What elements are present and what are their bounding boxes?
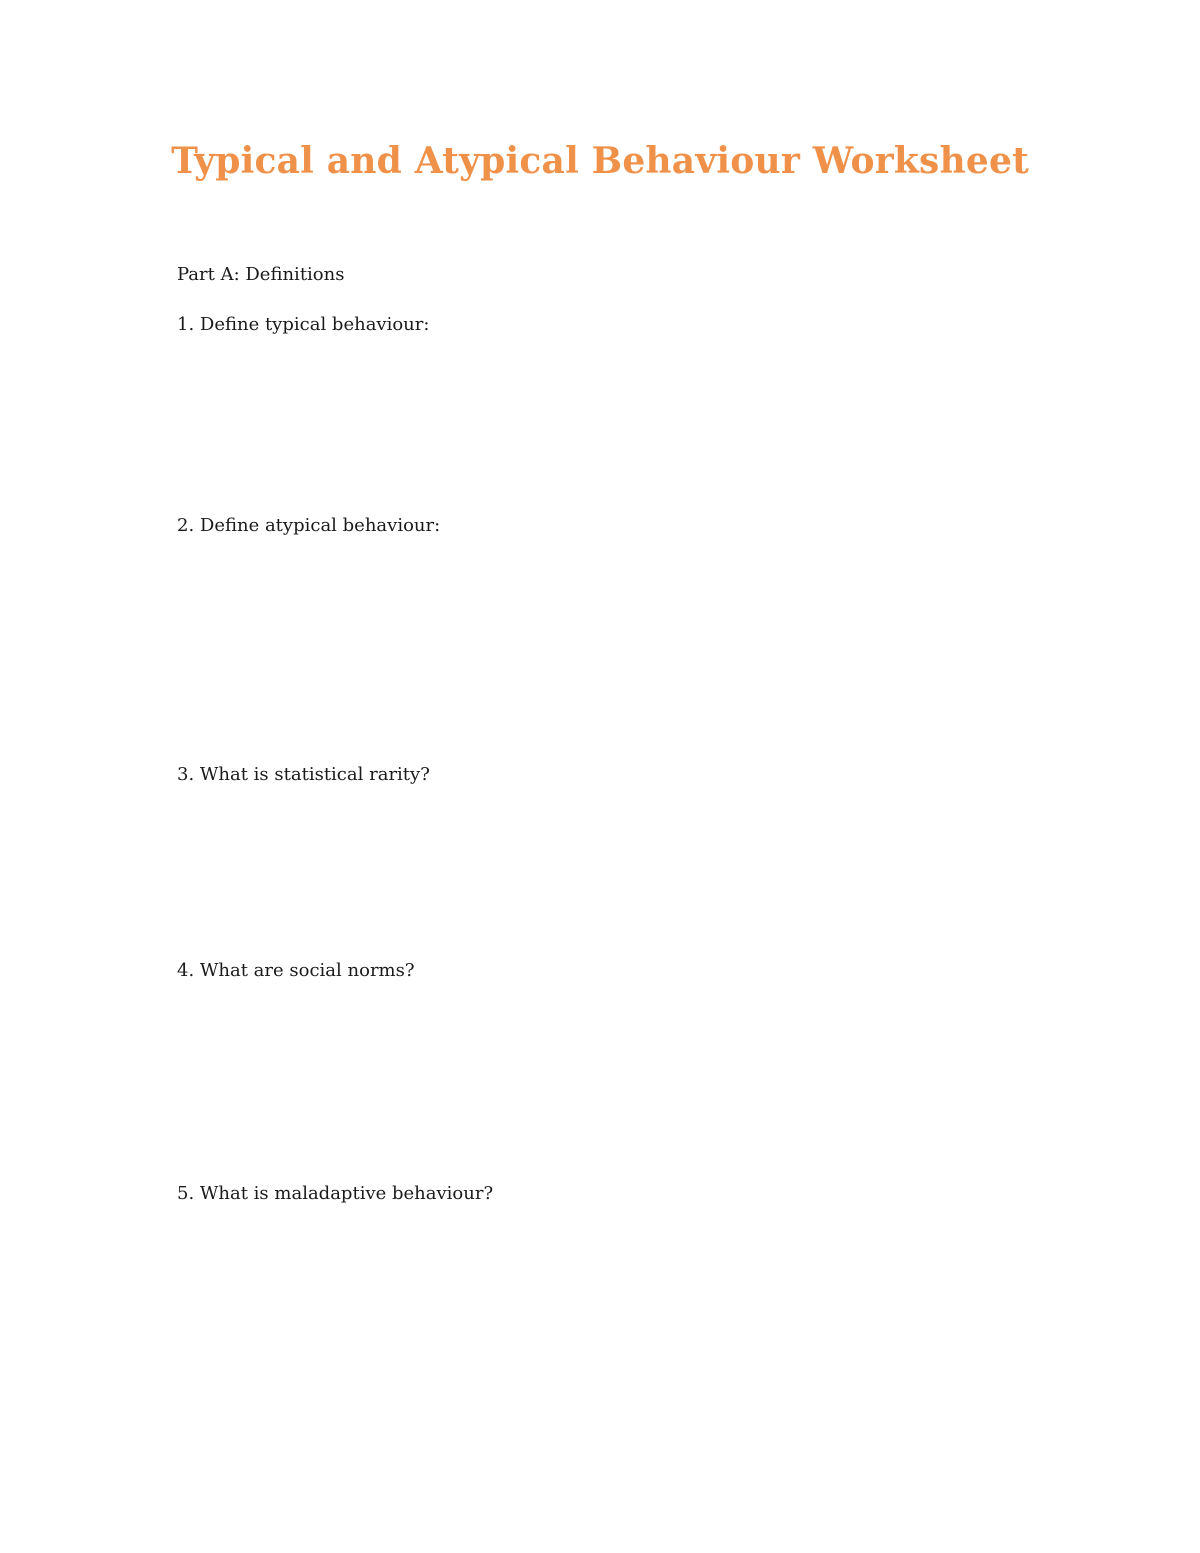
page-title: Typical and Atypical Behaviour Worksheet — [171, 140, 1029, 182]
question-2: 2. Define atypical behaviour: — [177, 515, 441, 536]
question-1: 1. Define typical behaviour: — [177, 314, 430, 335]
section-heading-part-a: Part A: Definitions — [177, 264, 345, 285]
question-3: 3. What is statistical rarity? — [177, 764, 430, 785]
question-5: 5. What is maladaptive behaviour? — [177, 1183, 494, 1204]
question-4: 4. What are social norms? — [177, 960, 415, 981]
